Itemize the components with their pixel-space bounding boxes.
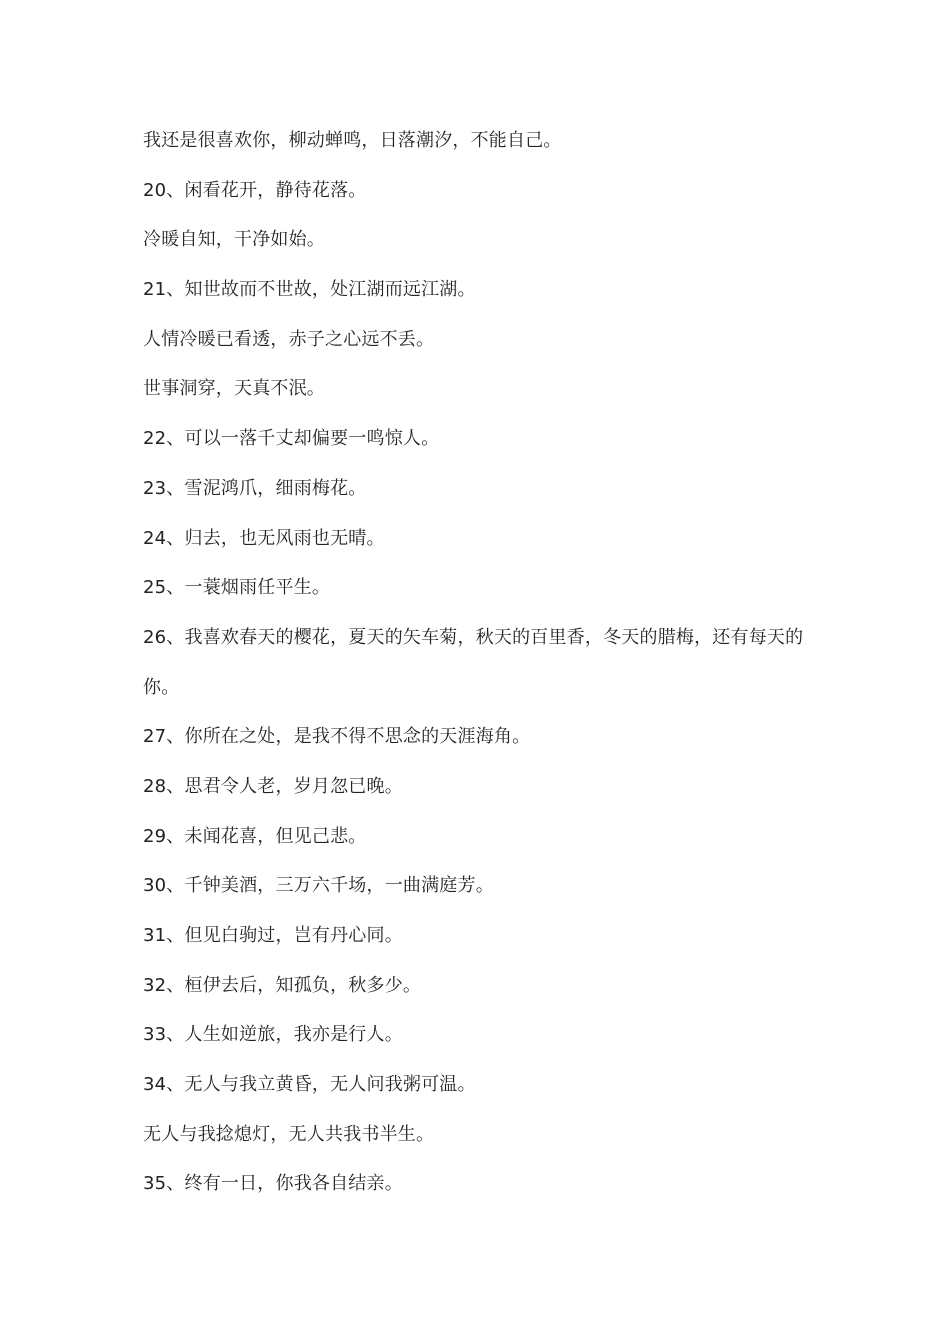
text-line: 世事洞穿，天真不泯。 — [143, 378, 325, 400]
text-line: 你。 — [143, 676, 180, 698]
text-line: 27、你所在之处，是我不得不思念的天涯海角。 — [143, 726, 531, 748]
text-line: 32、桓伊去后，知孤负，秋多少。 — [143, 974, 422, 996]
text-line: 无人与我捻熄灯，无人共我书半生。 — [143, 1123, 435, 1145]
text-line: 30、千钟美酒，三万六千场，一曲满庭芳。 — [143, 875, 494, 897]
text-lines — [143, 116, 823, 1209]
text-line: 20、闲看花开，静待花落。 — [143, 179, 367, 201]
text-line: 33、人生如逆旅，我亦是行人。 — [143, 1024, 403, 1046]
text-line: 21、知世故而不世故，处江湖而远江湖。 — [143, 279, 476, 301]
text-line: 我还是很喜欢你，柳动蝉鸣，日落潮汐，不能自己。 — [143, 130, 562, 151]
text-line: 22、可以一落千丈却偏要一鸣惊人。 — [143, 428, 440, 450]
text-line: 24、归去，也无风雨也无晴。 — [143, 527, 385, 549]
text-line: 35、终有一日，你我各自结亲。 — [143, 1173, 403, 1195]
text-line: 28、思君令人老，岁月忽已晚。 — [143, 775, 403, 797]
text-line: 人情冷暖已看透，赤子之心远不丢。 — [143, 328, 435, 350]
text-line: 26、我喜欢春天的樱花，夏天的矢车菊，秋天的百里香，冬天的腊梅，还有每天的 — [143, 626, 804, 648]
text-line: 31、但见白驹过，岂有丹心同。 — [143, 925, 403, 946]
text-line: 25、一蓑烟雨任平生。 — [143, 577, 331, 599]
text-line: 29、未闻花喜，但见己悲。 — [143, 825, 367, 847]
text-line: 23、雪泥鸿爪，细雨梅花。 — [143, 477, 367, 499]
text-line: 冷暖自知，干净如始。 — [143, 229, 325, 251]
text-line: 34、无人与我立黄昏，无人问我粥可温。 — [143, 1074, 476, 1096]
